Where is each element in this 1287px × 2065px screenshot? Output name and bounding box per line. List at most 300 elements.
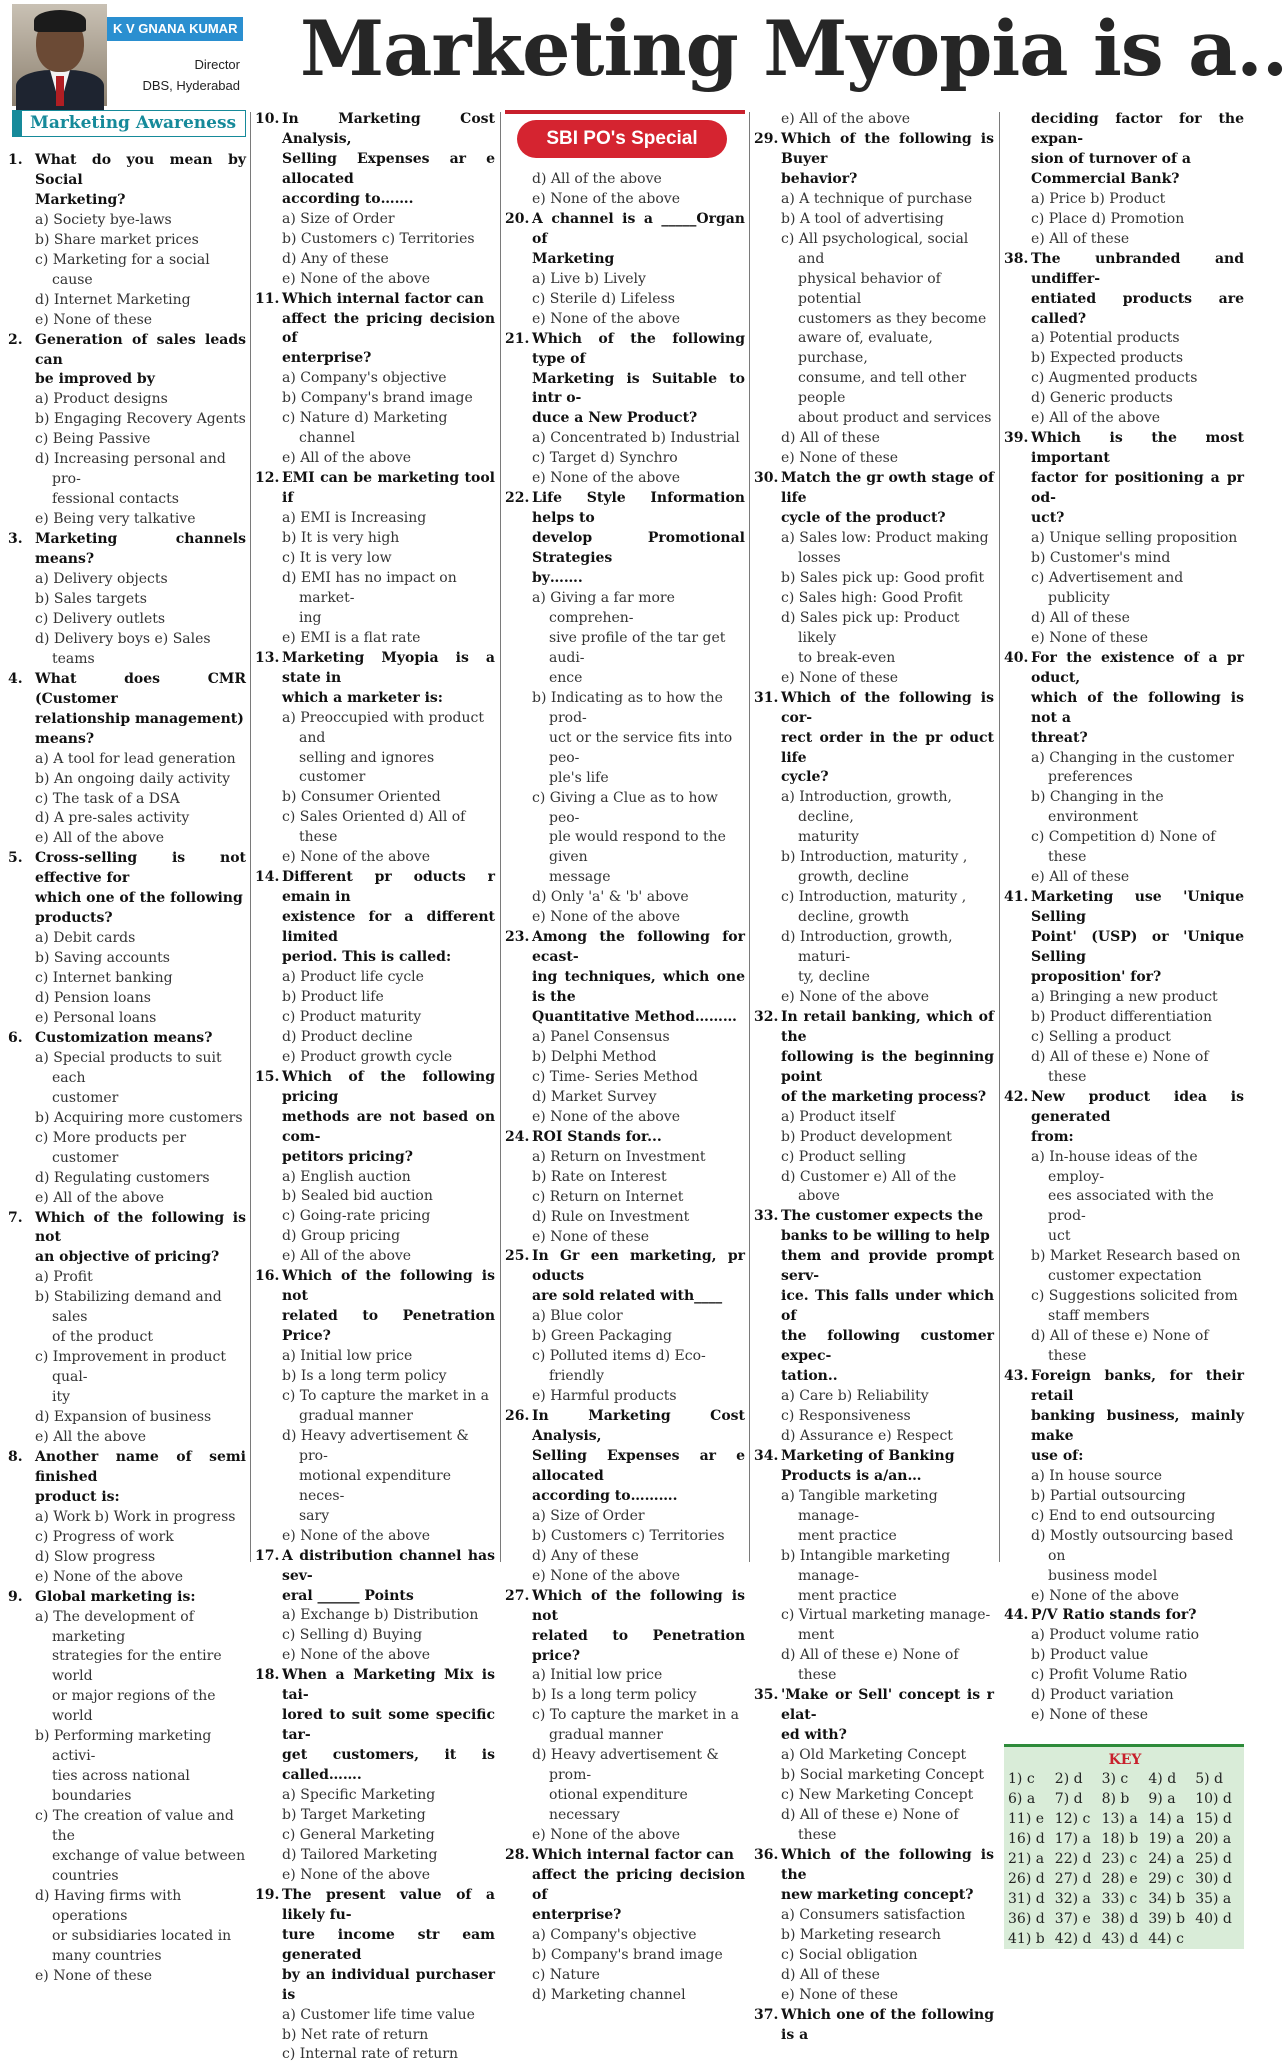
question-text-line [505, 1846, 745, 1866]
question-text-line [754, 689, 994, 729]
column-divider [250, 112, 251, 1562]
answer-option: c) Social obligation [781, 1946, 918, 1963]
answer-option: e) None of the above [1031, 1587, 1179, 1604]
answer-option: c) Delivery outlets [35, 610, 166, 627]
question-item [255, 1267, 495, 1546]
question-text: cycle of the product? [781, 510, 946, 527]
question-text-line [255, 150, 495, 190]
answer-option: a) A tool for lead generation [35, 750, 236, 767]
answer-key-title: KEY [1108, 1752, 1142, 1769]
question-text-line [754, 1367, 994, 1387]
answer-option: of the product [52, 1329, 153, 1346]
question-text: affect the pricing decision of [282, 310, 495, 347]
question-text: Match the gr owth stage of life [781, 470, 994, 507]
answer-key-cell: 7) d [1054, 1791, 1083, 1808]
answer-key-cell: 13) a [1101, 1811, 1138, 1828]
answer-option: a) Concentrated b) Industrial [532, 430, 740, 447]
question-text: related to Penetration Price? [282, 1308, 495, 1345]
page-title: Marketing Myopia is a.. [300, 4, 1287, 93]
sbi-banner [505, 110, 745, 170]
question-item [8, 1588, 246, 1987]
answer-key-cell: 24) a [1148, 1851, 1185, 1868]
question-item [754, 110, 994, 130]
answer-option: e) None of the above [532, 909, 680, 926]
answer-option: c) Augmented products [1031, 370, 1198, 387]
answer-option: e) EMI is a flat rate [282, 629, 421, 646]
question-number: 23. [505, 929, 530, 946]
answer-option: c) Sales high: Good Profit [781, 589, 963, 606]
answer-option: b) Target Marketing [282, 1807, 426, 1824]
question-item [754, 1686, 994, 1846]
answer-option: e) None of these [1031, 1707, 1149, 1724]
answer-option: e) None of the above [532, 470, 680, 487]
question-text-line [505, 370, 745, 410]
answer-key-cell: 18) b [1101, 1831, 1139, 1848]
question-text: New product idea is generated [1031, 1088, 1244, 1125]
answer-option: d) Having firms with operations [35, 1887, 182, 1924]
question-text-line [505, 1487, 745, 1507]
question-text: sion of turnover of a [1031, 150, 1191, 167]
question-text: Marketing use 'Unique Selling [1031, 889, 1244, 926]
question-text: ice. This falls under which of [781, 1288, 994, 1325]
question-text: which one of the following [35, 890, 243, 907]
answer-option: d) All of these [781, 1966, 880, 1983]
answer-option: e) All of the above [781, 111, 911, 127]
question-text-line [1004, 110, 1244, 150]
answer-option: b) Performing marketing activi- [35, 1728, 212, 1765]
question-text-line [1004, 1606, 1244, 1626]
question-text-line [505, 529, 745, 569]
question-text: Which of the following pricing [282, 1068, 495, 1105]
answer-option: a) Customer life time value [282, 2006, 475, 2023]
question-text: Global marketing is: [35, 1588, 196, 1605]
answer-option: d) Slow progress [35, 1548, 156, 1565]
question-text: be improved by [35, 371, 155, 388]
question-number: 36. [754, 1846, 779, 1863]
answer-option: c) To capture the market in a [532, 1707, 739, 1724]
question-text-line [1004, 1088, 1244, 1128]
answer-key-cell: 33) c [1101, 1891, 1138, 1908]
question-text: duce a New Product? [532, 410, 698, 427]
question-item [754, 1447, 994, 1686]
question-text: P/V Ratio stands for? [1031, 1607, 1197, 1624]
question-text: In Marketing Cost Analysis, [282, 111, 495, 147]
question-number: 41. [1004, 889, 1029, 906]
answer-option: d) Pension loans [35, 990, 151, 1007]
question-text-line [255, 1587, 495, 1607]
author-photo [12, 4, 107, 106]
question-text: entiated products are called? [1031, 290, 1244, 327]
question-text: Which of the following is not [35, 1209, 246, 1246]
question-item [1004, 888, 1244, 1088]
question-text: tation.. [781, 1368, 838, 1385]
answer-option: e) All of the above [282, 450, 412, 467]
answer-option: e) All the above [35, 1429, 147, 1445]
answer-key-cell: 32) a [1054, 1891, 1091, 1908]
question-text-line [8, 530, 246, 570]
question-text: The present value of a likely fu- [282, 1886, 495, 1923]
question-text-line [255, 1926, 495, 1966]
question-number: 27. [505, 1587, 530, 1604]
question-item [8, 670, 246, 850]
answer-option: e) All of the above [35, 830, 165, 847]
answer-option: c) Virtual marketing manage- [781, 1607, 991, 1624]
question-number: 37. [754, 2006, 779, 2023]
answer-option: a) Size of Order [532, 1507, 645, 1524]
question-text-line [1004, 1367, 1244, 1407]
question-item [8, 1209, 246, 1448]
answer-option: a) Potential products [1031, 330, 1180, 347]
question-number: 33. [754, 1208, 779, 1225]
question-text: which a marketer is: [282, 689, 443, 706]
answer-option: d) All of these [781, 430, 880, 447]
answer-option: ties across national boundaries [52, 1768, 190, 1805]
answer-option: consume, and tell other people [798, 370, 967, 407]
answer-option: c) Profit Volume Ratio [1031, 1667, 1188, 1684]
answer-option: message [549, 869, 611, 886]
answer-option: sive profile of the tar get audi- [549, 629, 726, 666]
answer-option: b) Green Packaging [532, 1328, 673, 1345]
question-text-line [8, 1588, 246, 1608]
question-text: factor for positioning a pr od- [1031, 470, 1244, 507]
question-item [1004, 1606, 1244, 1726]
question-text: Marketing [532, 250, 615, 267]
question-number: 12. [255, 470, 280, 487]
answer-option: c) The task of a DSA [35, 790, 180, 807]
question-item [754, 130, 994, 469]
question-text: petitors pricing? [282, 1148, 413, 1165]
column-divider [749, 112, 750, 1562]
question-text: The customer expects the [781, 1208, 983, 1225]
question-text: eral ______ Points [282, 1587, 414, 1604]
answer-option: b) Product life [282, 988, 384, 1005]
answer-key-cell: 4) d [1148, 1771, 1177, 1788]
answer-option: a) Product designs [35, 391, 168, 408]
question-text: EMI can be marketing tool if [282, 470, 495, 507]
answer-option: d) Any of these [532, 1547, 639, 1564]
question-item [505, 489, 745, 928]
question-item [8, 849, 246, 1029]
question-text: which of the following is not a [1031, 689, 1244, 726]
question-text-line [255, 349, 495, 369]
answer-option: b) Customers c) Territories [282, 230, 475, 247]
answer-option: d) Marketing channel [532, 1986, 686, 2003]
sbi-badge: SBI PO's Special [517, 120, 727, 158]
answer-option: ity [52, 1389, 71, 1406]
answer-option: a) Company's objective [532, 1926, 697, 1943]
answer-option: a) Size of Order [282, 210, 395, 227]
answer-option: preferences [1048, 769, 1133, 786]
question-text: Among the following for ecast- [532, 929, 745, 966]
question-text: relationship management) [35, 710, 244, 727]
answer-option: d) Heavy advertisement & pro- [282, 1427, 469, 1464]
question-text-line [505, 928, 745, 968]
question-text-line [754, 1207, 994, 1227]
answer-option: to break-even [798, 649, 896, 666]
answer-option: maturity [798, 829, 859, 846]
question-text: For the existence of a pr oduct, [1031, 649, 1244, 686]
answer-option: c) More products per customer [35, 1129, 187, 1166]
answer-option: a) Product life cycle [282, 968, 424, 985]
question-text: A distribution channel has sev- [282, 1547, 495, 1584]
answer-option: d) Tailored Marketing [282, 1846, 438, 1863]
answer-option: b) Partial outsourcing [1031, 1487, 1186, 1504]
question-number: 31. [754, 689, 779, 706]
answer-option: e) None of the above [532, 1567, 680, 1584]
answer-option: e) None of the above [282, 1866, 430, 1883]
question-text-line [1004, 649, 1244, 689]
question-text: Another name of semi finished [35, 1448, 246, 1485]
answer-option: e) Personal loans [35, 1009, 157, 1026]
question-number: 39. [1004, 430, 1029, 447]
question-text: In Gr een marketing, pr oducts [532, 1248, 745, 1285]
answer-option: a) English auction [282, 1168, 411, 1185]
question-text-line [255, 908, 495, 948]
question-text-line [1004, 170, 1244, 190]
answer-option: ment [798, 1627, 835, 1644]
answer-option: c) All psychological, social and [781, 230, 969, 267]
answer-option: d) All of these e) None of these [1031, 1328, 1209, 1365]
question-number: 25. [505, 1248, 530, 1265]
question-item [505, 928, 745, 1128]
answer-option: c) Suggestions solicited from [1031, 1288, 1238, 1305]
answer-option: d) All of the above [532, 171, 662, 187]
answer-option: a) Consumers satisfaction [781, 1906, 966, 1923]
question-text: ROI Stands for... [532, 1128, 662, 1145]
answer-option: a) Introduction, growth, decline, [781, 789, 952, 826]
question-text: existence for a different limited [282, 909, 495, 946]
question-text-line [1004, 429, 1244, 469]
answer-option: e) None of the above [532, 1827, 680, 1844]
answer-key-cell: 44) c [1148, 1931, 1184, 1948]
answer-option: a) Company's objective [282, 370, 447, 387]
answer-option: gradual manner [299, 1407, 413, 1424]
answer-option: losses [798, 549, 841, 566]
answer-option: a) Exchange b) Distribution [282, 1607, 479, 1624]
question-text-line [1004, 250, 1244, 290]
answer-option: d) Generic products [1031, 390, 1173, 407]
question-text: by an individual purchaser is [282, 1966, 495, 2003]
answer-key-cell: 19) a [1148, 1831, 1185, 1848]
question-text-line [8, 191, 246, 211]
question-item [754, 1008, 994, 1208]
answer-option: a) Initial low price [282, 1348, 413, 1365]
answer-key-cell: 27) d [1054, 1871, 1092, 1888]
question-item [255, 1068, 495, 1268]
question-text: A channel is a _____Organ of [532, 210, 745, 247]
answer-key-cell: 5) d [1195, 1771, 1223, 1788]
question-number: 8. [8, 1448, 23, 1465]
answer-option: c) Target d) Synchro [532, 450, 678, 467]
question-text-line [8, 710, 246, 730]
question-text: rect order in the pr oduct life [781, 729, 994, 766]
question-text-line [505, 1627, 745, 1667]
question-item [255, 290, 495, 470]
answer-option: c) General Marketing [282, 1826, 435, 1843]
answer-option: d) All of these [1031, 609, 1130, 626]
answer-option: e) None of the above [781, 988, 929, 1005]
answer-option: a) Panel Consensus [532, 1028, 670, 1045]
question-text: banking business, mainly make [1031, 1407, 1244, 1444]
question-text: Quantitative Method……… [532, 1009, 737, 1026]
question-text: develop Promotional Strategies [532, 530, 745, 567]
question-text-line [255, 1148, 495, 1168]
question-number: 11. [255, 290, 280, 307]
question-item [8, 530, 246, 670]
question-number: 38. [1004, 250, 1029, 267]
question-number: 2. [8, 331, 23, 348]
question-text-line [754, 1846, 994, 1886]
question-text: affect the pricing decision of [532, 1867, 745, 1903]
question-item [505, 170, 745, 210]
answer-key-cell: 26) d [1008, 1871, 1045, 1888]
answer-key-cell: 10) d [1195, 1791, 1232, 1808]
answer-option: b) Customer's mind [1031, 549, 1171, 566]
question-text: Which of the following is Buyer [781, 130, 994, 167]
column-1 [8, 110, 246, 1987]
answer-option: d) Only 'a' & 'b' above [532, 889, 689, 906]
answer-option: uct [1048, 1228, 1071, 1245]
answer-option: a) EMI is Increasing [282, 510, 427, 527]
question-text-line [255, 110, 495, 150]
answer-option: motional expenditure neces- [299, 1467, 452, 1504]
answer-option: e) None of the above [282, 1647, 430, 1664]
question-number: 30. [754, 470, 779, 487]
question-text-line [505, 1407, 745, 1447]
answer-option: a) Society bye-laws [35, 211, 172, 228]
question-text: Which of the following is not [532, 1587, 745, 1624]
question-number: 29. [754, 130, 779, 147]
question-item [255, 1666, 495, 1885]
question-text: get customers, it is called……. [282, 1747, 495, 1784]
question-item [1004, 110, 1244, 250]
answer-key-cell: 17) a [1054, 1831, 1091, 1848]
question-text-line [1004, 928, 1244, 968]
answer-option: ing [299, 609, 322, 626]
answer-option: c) Responsiveness [781, 1407, 911, 1424]
answer-option: e) None of these [35, 311, 153, 328]
answer-option: c) Product maturity [282, 1008, 422, 1025]
answer-option: b) Product value [1031, 1647, 1149, 1664]
column-divider [999, 112, 1000, 1562]
answer-key-cell: 42) d [1054, 1931, 1092, 1948]
question-text: are sold related with____ [532, 1288, 723, 1305]
question-text-line [754, 2006, 994, 2046]
answer-key-cell: 35) a [1195, 1891, 1232, 1908]
answer-option: b) Stabilizing demand and sales [35, 1289, 222, 1326]
question-text-line [255, 1666, 495, 1706]
answer-option: e) All of these [1031, 230, 1130, 247]
answer-option: a) The development of marketing [35, 1608, 194, 1645]
answer-option: c) Giving a Clue as to how peo- [532, 789, 718, 826]
answer-option: c) Time- Series Method [532, 1068, 698, 1085]
question-number: 20. [505, 210, 530, 227]
answer-option: a) Unique selling proposition [1031, 530, 1238, 547]
answer-option: countries [52, 1867, 119, 1884]
question-text-line [255, 1706, 495, 1746]
question-text-line [255, 1267, 495, 1307]
answer-option: selling and ignores customer [299, 749, 435, 786]
question-text-line [1004, 150, 1244, 170]
question-text: Which is the most important [1031, 430, 1244, 467]
answer-option: b) Introduction, maturity , [781, 849, 968, 866]
question-text-line [505, 409, 745, 429]
answer-option: a) A technique of purchase [781, 190, 973, 207]
question-text: Selling Expenses ar e allocated [282, 150, 495, 187]
answer-option: b) Sales pick up: Good profit [781, 569, 985, 586]
column-5 [1004, 110, 1244, 1949]
question-text-line [754, 768, 994, 788]
answer-option: b) Is a long term policy [282, 1368, 447, 1385]
answer-option: or major regions of the world [52, 1688, 216, 1725]
question-item [754, 1846, 994, 2006]
question-text-line [505, 1128, 745, 1148]
question-number: 22. [505, 490, 530, 507]
question-text-line [754, 1327, 994, 1367]
answer-option: strategies for the entire world [52, 1648, 222, 1685]
answer-option: uct or the service fits into peo- [549, 729, 733, 766]
question-text-line [8, 909, 246, 929]
question-text: Marketing? [35, 191, 126, 208]
answer-option: c) Nature [532, 1966, 600, 1983]
question-text-line [8, 1488, 246, 1508]
answer-option: d) Rule on Investment [532, 1208, 690, 1225]
answer-option: c) Marketing for a social cause [35, 251, 210, 288]
answer-option: e) None of the above [532, 1108, 680, 1125]
question-text-line [1004, 729, 1244, 749]
question-text-line [754, 1008, 994, 1048]
answer-option: c) It is very low [282, 549, 392, 566]
question-text: Marketing of Banking [781, 1447, 955, 1464]
answer-option: b) Engaging Recovery Agents [35, 411, 246, 428]
answer-key-cell: 3) c [1101, 1771, 1129, 1788]
answer-option: e) All of the above [1031, 410, 1161, 427]
answer-option: e) None of these [35, 1967, 153, 1984]
question-text-line [255, 1746, 495, 1786]
question-text: products? [35, 910, 113, 927]
question-item [505, 330, 745, 490]
question-text: deciding factor for the expan- [1031, 111, 1244, 147]
question-text: product is: [35, 1488, 120, 1505]
answer-option: b) Share market prices [35, 231, 199, 248]
answer-option: a) Debit cards [35, 930, 136, 947]
column-divider [500, 112, 501, 1562]
answer-option: a) Initial low price [532, 1667, 663, 1684]
answer-option: a) Tangible marketing manage- [781, 1487, 938, 1524]
question-number: 1. [8, 152, 23, 168]
question-number: 21. [505, 330, 530, 347]
answer-key-cell: 31) d [1008, 1891, 1045, 1908]
question-text: The unbranded and undiffer- [1031, 250, 1244, 287]
answer-option: a) Delivery objects [35, 571, 168, 588]
question-text: What does CMR (Customer [35, 670, 246, 707]
question-text: Products is a/an… [781, 1467, 922, 1484]
question-number: 3. [8, 531, 23, 548]
answer-key-cell: 1) c [1008, 1771, 1035, 1788]
question-text-line [1004, 1447, 1244, 1467]
question-item [8, 331, 246, 531]
answer-option: c) Internet banking [35, 970, 173, 987]
answer-option: d) Any of these [282, 250, 389, 267]
question-number: 26. [505, 1408, 530, 1425]
answer-option: about product and services [798, 410, 992, 427]
question-text-line [255, 190, 495, 210]
answer-option: b) Sealed bid auction [282, 1188, 433, 1205]
question-text-line [505, 569, 745, 589]
answer-key-cell: 9) a [1148, 1791, 1176, 1808]
answer-option: customers as they become [798, 310, 987, 327]
question-number: 32. [754, 1008, 779, 1025]
